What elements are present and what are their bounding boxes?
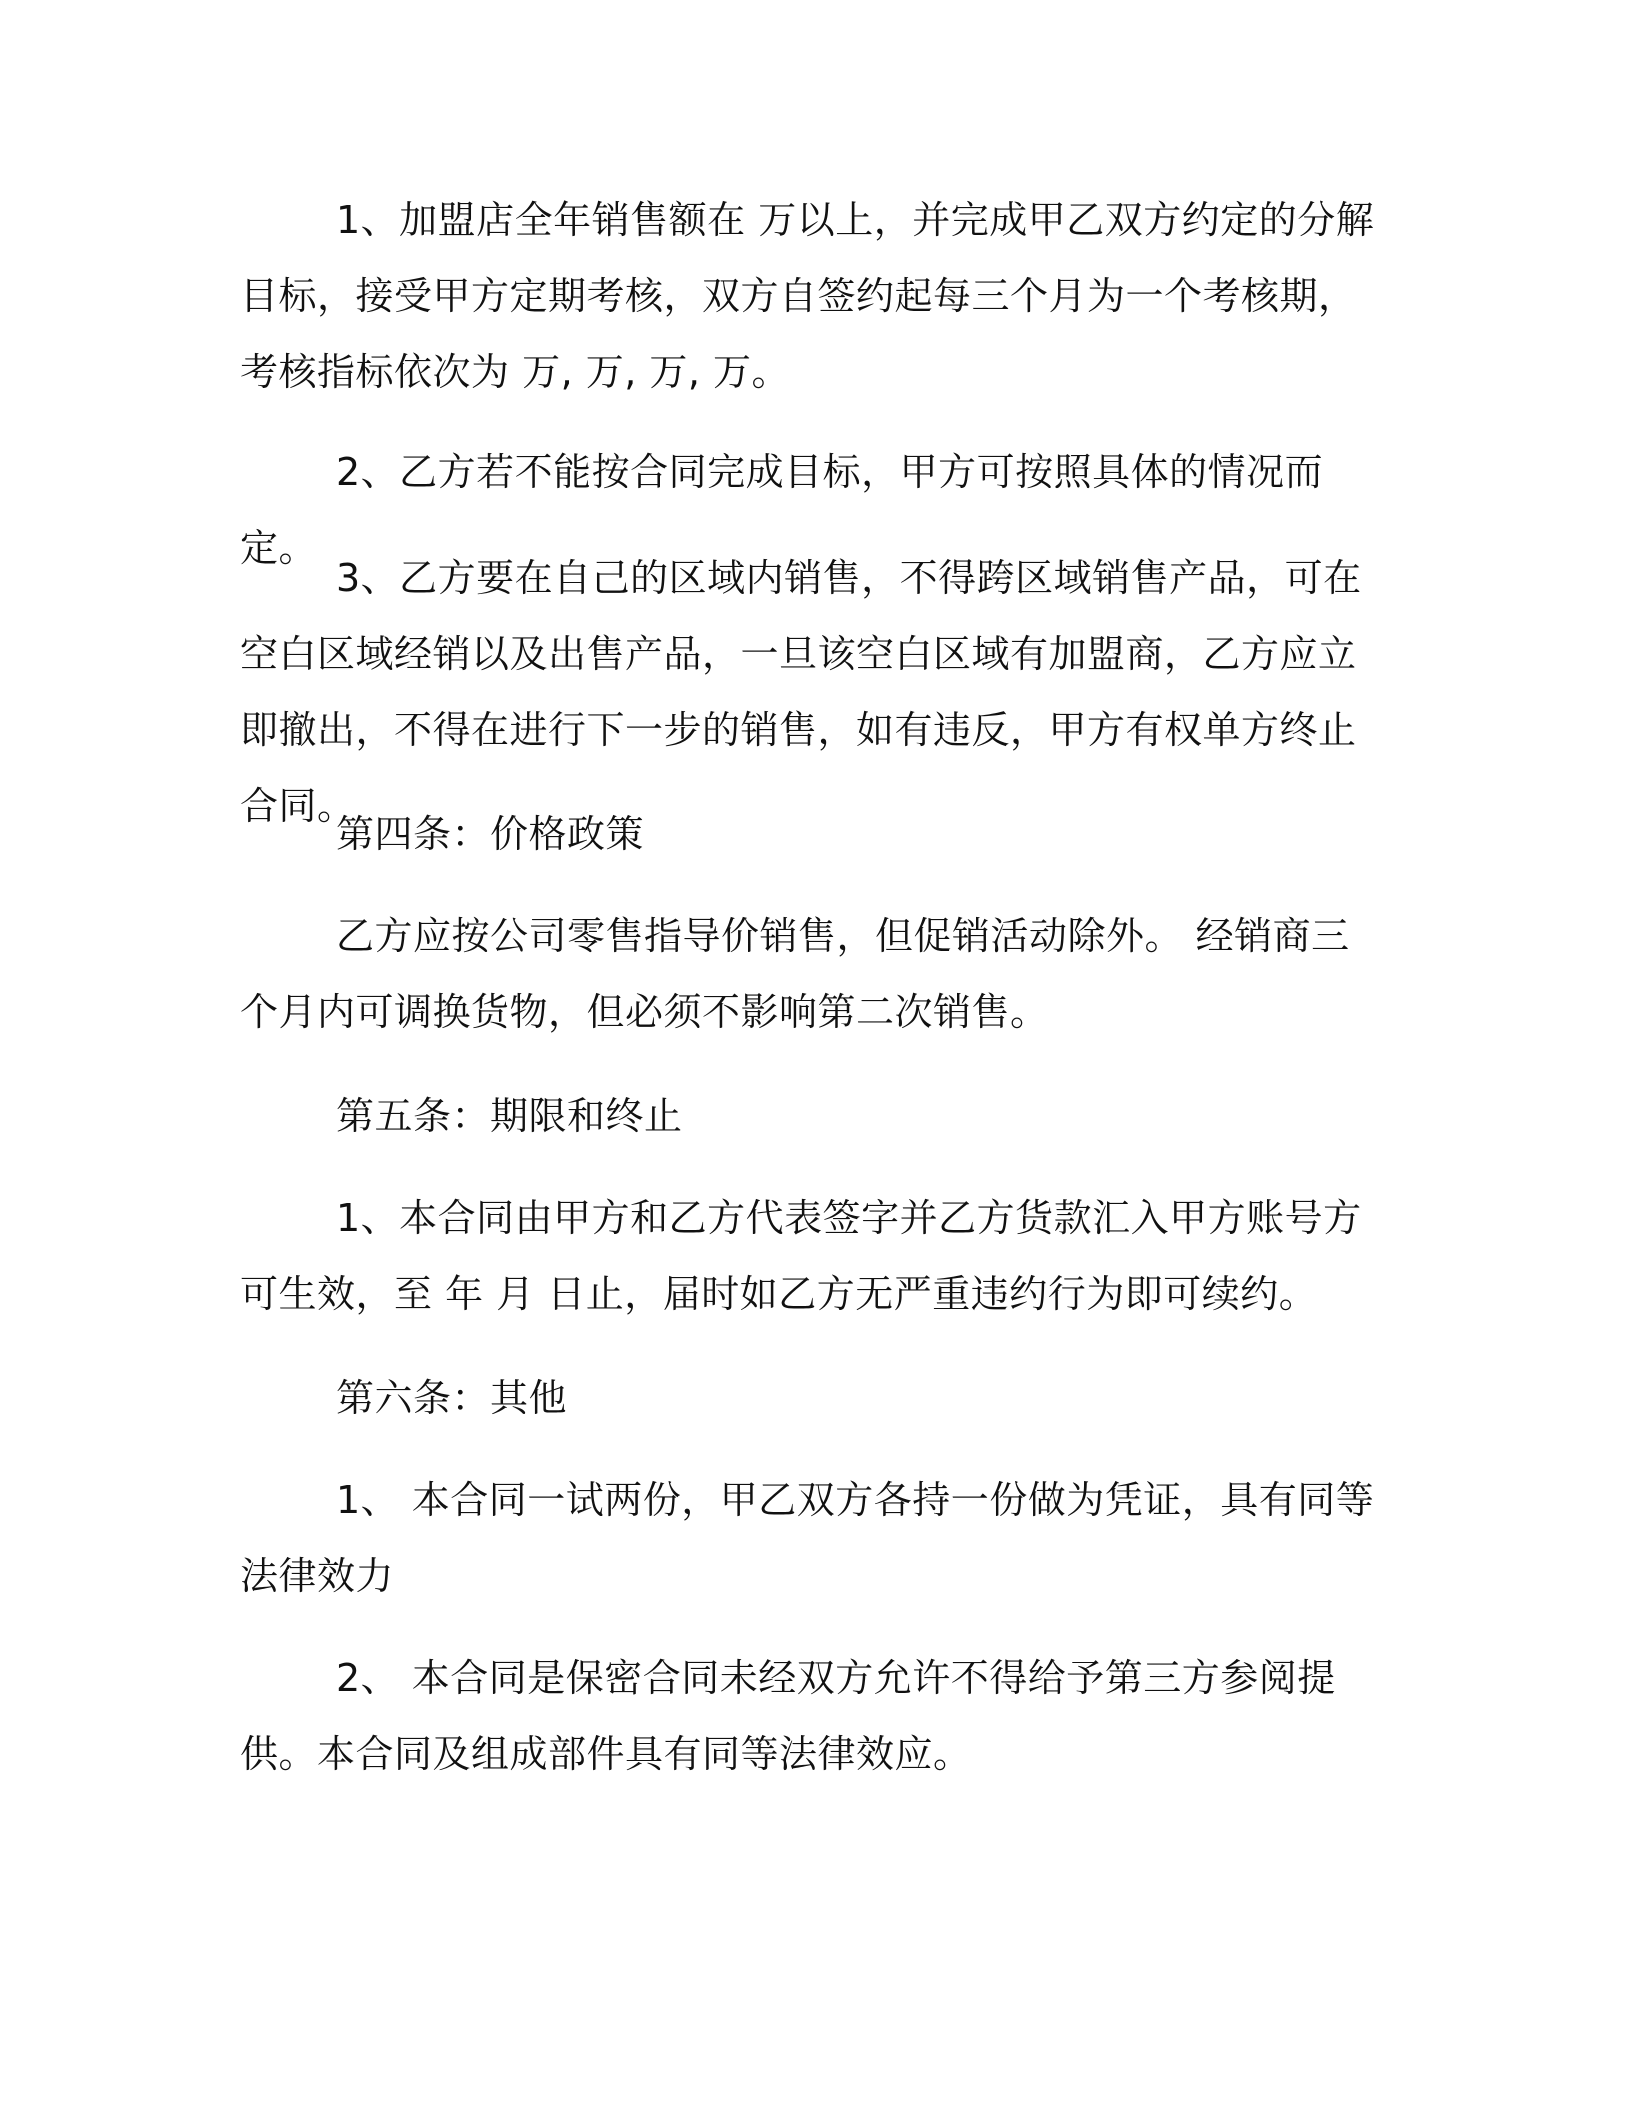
pricing-policy-text: 乙方应按公司零售指导价销售，但促销活动除外。 经销商三个月内可调换货物，但必须不影响第二次销售。 [240,914,1350,1034]
article-6-heading: 第六条：其他 [336,1376,568,1420]
clause-2-target-failure: 2、乙方若不能按合同完成目标，甲方可按照具体的情况而定。 [240,450,1324,570]
clause-3-sales-region: 3、乙方要在自己的区域内销售，不得跨区域销售产品，可在空白区域经销以及出售产品，一旦该空白区域有加盟商，乙方应立即撤出，不得在进行下一步的销售，如有违反，甲方有权单方终止合同。 [240,556,1362,828]
article-4-heading: 第四条：价格政策 [336,812,645,856]
clause-1-sales-target: 1、加盟店全年销售额在 万以上，并完成甲乙双方约定的分解目标，接受甲方定期考核，双方自签约起每三个月为一个考核期，考核指标依次为 万, 万, 万, 万。 [240,198,1375,394]
other-clause-2: 2、 本合同是保密合同未经双方允许不得给予第三方参阅提供。本合同及组成部件具有同等法律效应。 [240,1656,1336,1776]
other-clause-1: 1、 本合同一试两份，甲乙双方各持一份做为凭证，具有同等法律效力 [240,1478,1375,1598]
article-5-heading: 第五条：期限和终止 [336,1094,683,1138]
term-clause-1: 1、本合同由甲方和乙方代表签字并乙方货款汇入甲方账号方可生效，至 年 月 日止，届时如乙方无严重违约行为即可续约。 [240,1196,1362,1316]
